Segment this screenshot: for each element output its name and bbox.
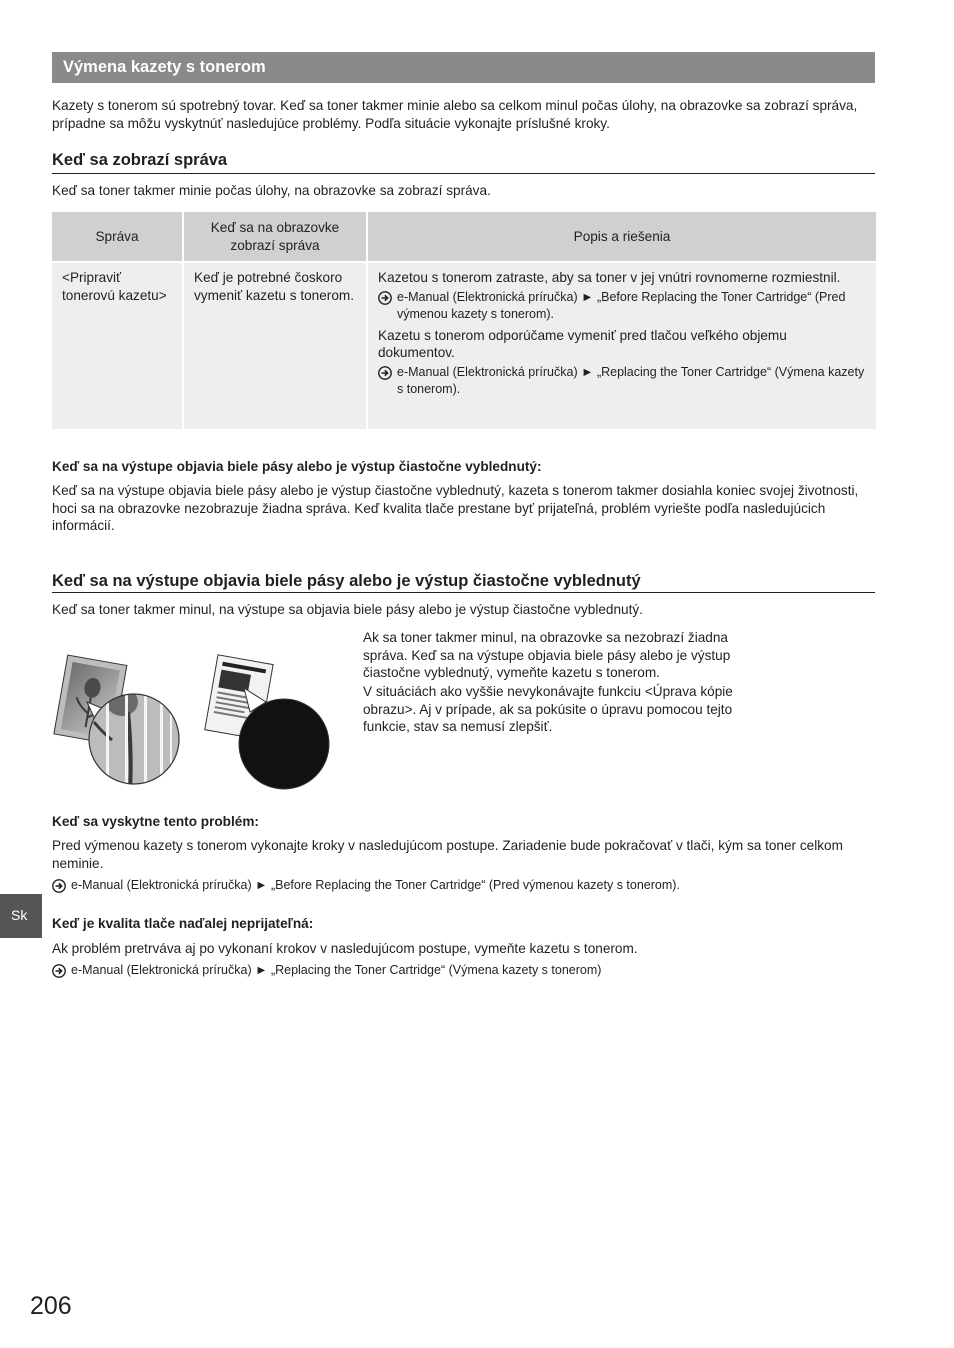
sec1-sub-heading: Keď sa na výstupe objavia biele pásy alebo je výstup čiastočne vyblednutý: [52,459,542,474]
reference-link[interactable] [378,364,866,398]
reference-link[interactable] [378,289,866,323]
problem-heading: Keď sa vyskytne tento problém: [52,814,259,829]
arrow-circle-icon [378,291,392,305]
problem-text: Pred výmenou kazety s tonerom vykonajte kroky v nasledujúcom postupe. Zariadenie bude pokračovať v tlači, kým sa toner celkom neminie. [52,838,843,871]
sec2-heading: Keď sa na výstupe objavia biele pásy alebo je výstup čiastočne vyblednutý [52,572,641,590]
reference-text: e-Manual (Elektronická príručka) ► „Before Replacing the Toner Cartridge“ (Pred výmenou kazety s tonerom). [71,878,680,892]
section-title-banner [52,52,875,83]
cell-message: <Pripraviť tonerovú kazetu> [52,262,183,429]
cell-when: Keď je potrebné čoskoro vymeniť kazetu s tonerom. [183,262,367,429]
quality-text: Ak problém pretrváva aj po vykonaní krokov v nasledujúcom postupe, vymeňte kazetu s tonerom. [52,941,638,956]
message-table [52,212,876,429]
sec2-lead: Keď sa toner takmer minul, na výstupe sa objavia biele pásy alebo je výstup čiastočne vyblednutý. [52,602,643,617]
table-header-row [52,212,876,262]
language-tab-label: Sk [11,907,28,923]
cell-description [367,262,876,429]
sec1-lead: Keď sa toner takmer minie počas úlohy, na obrazovke sa zobrazí správa. [52,183,491,198]
reference-text: e-Manual (Elektronická príručka) ► „Before Replacing the Toner Cartridge“ (Pred výmenou kazety s tonerom). [397,289,846,321]
col-header-description: Popis a riešenia [367,212,876,262]
faded-output-illustration [52,652,332,792]
sec2-side-text-2: V situáciách ako vyššie nevykonávajte funkciu <Úprava kópie obrazu>. Aj v prípade, ak sa pokúsite o úpravu pomocou tejto funkcie, stav sa nemusí zlepšiť. [363,684,733,734]
col-header-when: Keď sa na obrazovke zobrazí správa [183,212,367,262]
arrow-circle-icon [52,964,66,978]
sec1-heading: Keď sa zobrazí správa [52,151,228,169]
sec2-side-text-1: Ak sa toner takmer minul, na obrazovke sa nezobrazí žiadna správa. Keď sa na výstupe objavia biele pásy alebo je výstup čiastočne vyblednutý, vymeňte kazetu s tonerom. [363,630,731,680]
reference-text: e-Manual (Elektronická príručka) ► „Replacing the Toner Cartridge“ (Výmena kazety s tonerom). [397,364,865,396]
quality-heading: Keď je kvalita tlače naďalej neprijateľná: [52,916,314,931]
desc-shake: Kazetou s tonerom zatraste, aby sa toner v jej vnútri rovnomerne rozmiestnil. [378,270,841,285]
sec1-rule [52,173,875,174]
sec2-rule [52,592,875,593]
arrow-circle-icon [52,879,66,893]
col-header-message: Správa [52,212,183,262]
reference-text: e-Manual (Elektronická príručka) ► „Replacing the Toner Cartridge“ (Výmena kazety s tonerom) [71,963,602,977]
desc-replace: Kazetu s tonerom odporúčame vymeniť pred tlačou veľkého objemu dokumentov. [378,327,787,360]
language-tab [0,894,42,938]
quality-reference-link[interactable] [52,962,601,979]
sec1-sub-text: Keď sa na výstupe objavia biele pásy alebo je výstup čiastočne vyblednutý, kazeta s tonerom takmer dosiahla koniec svojej životnosti, hoci sa na obrazovke nezobrazuje žiadna správa. Keď kvalita tlače prestane byť prijateľná, problém vyriešte podľa nasledujúcich informácií. [52,483,859,533]
magnified-dark-circle [239,699,329,789]
problem-reference-link[interactable] [52,877,680,894]
intro-paragraph: Kazety s tonerom sú spotrebný tovar. Keď sa toner takmer minie alebo sa celkom minul počas úlohy, na obrazovke sa zobrazí správa, prípadne sa môžu vyskytnúť nasledujúce problémy. Podľa situácie vykonajte príslušné kroky. [52,98,858,131]
section-title: Výmena kazety s tonerom [63,58,266,76]
page-number: 206 [30,1292,72,1320]
table-row [52,262,876,429]
arrow-circle-icon [378,366,392,380]
